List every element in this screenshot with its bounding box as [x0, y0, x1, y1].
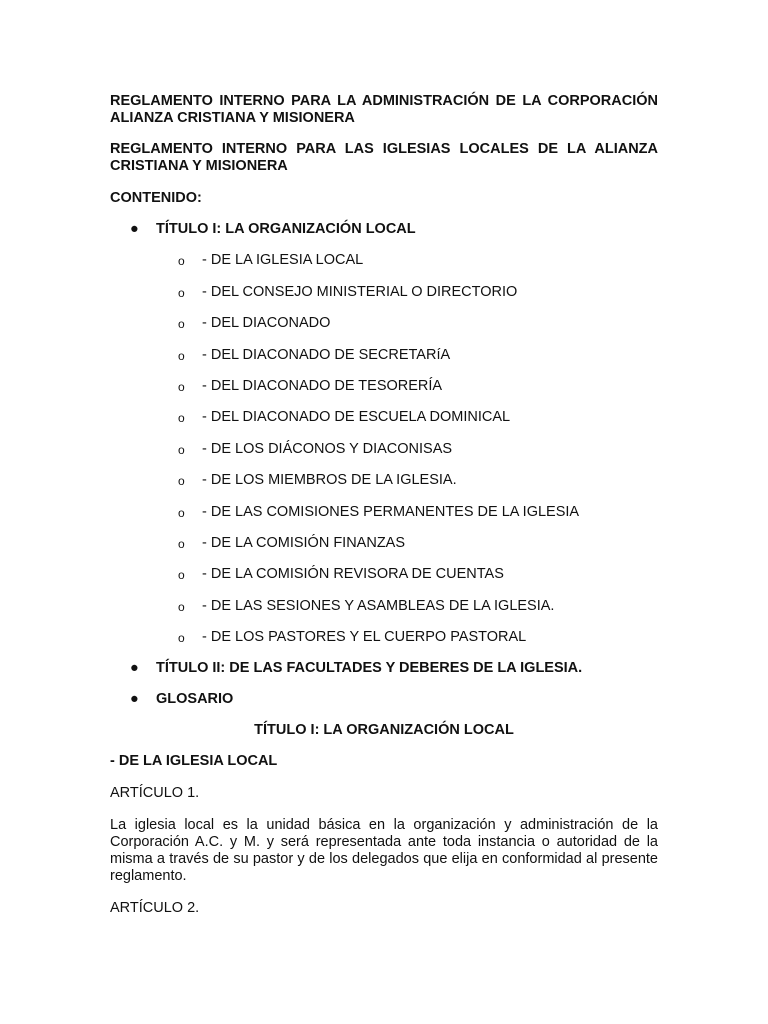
toc-item: o - DE LAS COMISIONES PERMANENTES DE LA IGLESIA [178, 503, 580, 520]
toc-item: o - DEL DIACONADO [178, 315, 331, 332]
toc-item: o - DE LA IGLESIA LOCAL [178, 252, 364, 269]
toc-title-2 [110, 660, 658, 677]
circle-bullet-icon: o [178, 379, 185, 394]
toc-item: o - DE LAS SESIONES Y ASAMBLEAS DE LA IGLESIA. [178, 597, 555, 614]
circle-bullet-icon: o [178, 599, 185, 614]
circle-bullet-icon: o [178, 631, 185, 646]
article-2-heading: ARTÍCULO 2. [110, 900, 200, 917]
bullet-icon: ● [130, 660, 139, 677]
toc-title-1-label: TÍTULO I: LA ORGANIZACIÓN LOCAL [156, 221, 416, 237]
toc-item: o - DE LOS MIEMBROS DE LA IGLESIA. [178, 472, 457, 489]
section-title: TÍTULO I: LA ORGANIZACIÓN LOCAL [254, 722, 514, 739]
document-heading-2: REGLAMENTO INTERNO PARA LAS IGLESIAS LOCALES DE LA ALIANZA CRISTIANA Y MISIONERA [110, 141, 658, 174]
contents-label: CONTENIDO: [110, 190, 202, 206]
subsection-heading: - DE LA IGLESIA LOCAL [110, 753, 278, 770]
bullet-icon: ● [130, 221, 139, 237]
circle-bullet-icon: o [178, 317, 185, 332]
table-of-contents [110, 221, 658, 708]
toc-item: o - DE LA COMISIÓN FINANZAS [178, 534, 406, 551]
circle-bullet-icon: o [178, 254, 185, 269]
toc-item: o - DEL DIACONADO DE TESORERÍA [178, 377, 443, 394]
circle-bullet-icon: o [178, 536, 185, 551]
circle-bullet-icon: o [178, 411, 185, 426]
toc-item: o - DEL CONSEJO MINISTERIAL O DIRECTORIO [178, 283, 518, 300]
bullet-icon: ● [130, 691, 139, 708]
article-1-heading: ARTÍCULO 1. [110, 785, 200, 802]
document-heading-1: REGLAMENTO INTERNO PARA LA ADMINISTRACIÓN DE LA CORPORACIÓN ALIANZA CRISTIANA Y MISIONERA [110, 93, 658, 126]
circle-bullet-icon: o [178, 474, 185, 489]
circle-bullet-icon: o [178, 505, 185, 520]
toc-item: o - DE LA COMISIÓN REVISORA DE CUENTAS [178, 566, 504, 583]
toc-glossary [110, 691, 658, 708]
toc-glossary-label: GLOSARIO [156, 691, 234, 708]
circle-bullet-icon: o [178, 442, 185, 457]
toc-title-2-label: TÍTULO II: DE LAS FACULTADES Y DEBERES DE LA IGLESIA. [156, 660, 583, 677]
article-1-text: La iglesia local es la unidad básica en la organización y administración de la Corporación A.C. y M. y será representada ante toda instancia o autoridad de la misma a través de su pastor y de los delegados que elija en conformidad al presente reglamento. [110, 817, 658, 885]
circle-bullet-icon: o [178, 285, 185, 300]
circle-bullet-icon: o [178, 348, 185, 363]
toc-item: o - DE LOS PASTORES Y EL CUERPO PASTORAL [178, 629, 527, 646]
circle-bullet-icon: o [178, 568, 185, 583]
toc-item: o - DEL DIACONADO DE SECRETARíA [178, 346, 451, 363]
toc-item: o - DE LOS DIÁCONOS Y DIACONISAS [178, 440, 453, 457]
toc-title-1 [110, 221, 658, 238]
toc-item: o - DEL DIACONADO DE ESCUELA DOMINICAL [178, 409, 511, 426]
